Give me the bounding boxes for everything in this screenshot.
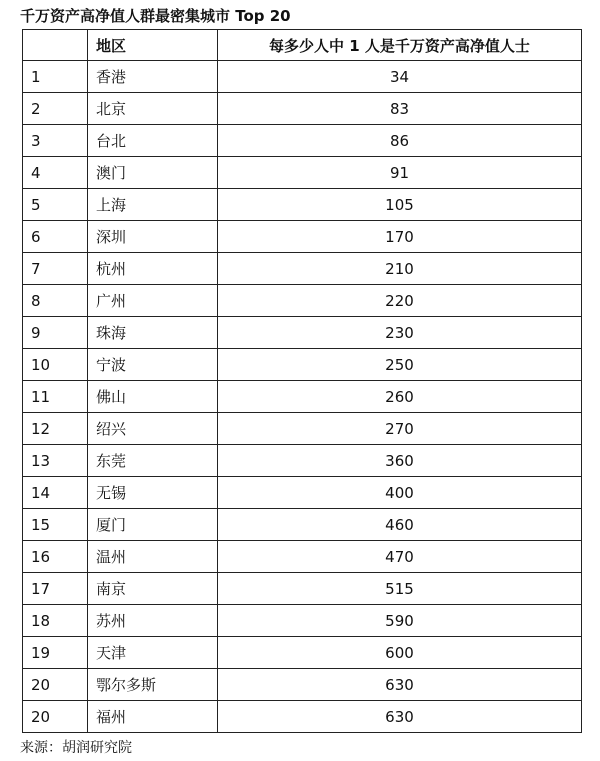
table-row [23,317,582,349]
cell-value: 400 [218,477,582,509]
cell-value: 460 [218,509,582,541]
cell-city: 温州 [88,541,218,573]
cell-rank: 13 [23,445,88,477]
table-row [23,381,582,413]
cell-city: 厦门 [88,509,218,541]
cell-value: 105 [218,189,582,221]
cell-rank: 1 [23,61,88,93]
header-rank [23,30,88,61]
cell-rank: 16 [23,541,88,573]
cell-value: 360 [218,445,582,477]
table-row [23,701,582,733]
table-body [23,61,582,733]
cell-value: 34 [218,61,582,93]
cell-value: 210 [218,253,582,285]
cell-rank: 20 [23,701,88,733]
cell-value: 91 [218,157,582,189]
table-header-row [23,30,582,61]
cell-city: 上海 [88,189,218,221]
cell-city: 苏州 [88,605,218,637]
cell-rank: 4 [23,157,88,189]
cell-city: 福州 [88,701,218,733]
table-row [23,253,582,285]
cell-city: 南京 [88,573,218,605]
cell-city: 佛山 [88,381,218,413]
cell-city: 绍兴 [88,413,218,445]
cell-rank: 11 [23,381,88,413]
cell-value: 515 [218,573,582,605]
cell-rank: 8 [23,285,88,317]
cell-city: 鄂尔多斯 [88,669,218,701]
cell-value: 470 [218,541,582,573]
cell-city: 无锡 [88,477,218,509]
cell-city: 杭州 [88,253,218,285]
table-row [23,413,582,445]
cell-rank: 7 [23,253,88,285]
table-row [23,93,582,125]
cell-rank: 2 [23,93,88,125]
table-row [23,125,582,157]
cell-city: 珠海 [88,317,218,349]
cell-city: 东莞 [88,445,218,477]
table-row [23,669,582,701]
cell-rank: 15 [23,509,88,541]
cell-city: 台北 [88,125,218,157]
cell-city: 澳门 [88,157,218,189]
source-note: 来源：胡润研究院 [20,740,132,756]
table-row [23,605,582,637]
table-row [23,61,582,93]
cell-rank: 10 [23,349,88,381]
table-row [23,477,582,509]
cell-rank: 12 [23,413,88,445]
table-title: 千万资产高净值人群最密集城市 Top 20 [20,7,291,25]
table-row [23,157,582,189]
table-row [23,445,582,477]
cell-rank: 5 [23,189,88,221]
table-row [23,573,582,605]
cell-rank: 17 [23,573,88,605]
cell-value: 600 [218,637,582,669]
cell-rank: 6 [23,221,88,253]
table-row [23,509,582,541]
cell-rank: 14 [23,477,88,509]
header-value: 每多少人中 1 人是千万资产高净值人士 [218,30,582,61]
table-row [23,189,582,221]
cell-city: 香港 [88,61,218,93]
cell-rank: 9 [23,317,88,349]
table-row [23,285,582,317]
header-city: 地区 [88,30,218,61]
cell-rank: 3 [23,125,88,157]
cell-value: 630 [218,701,582,733]
ranking-table [22,29,582,733]
table-row [23,221,582,253]
cell-rank: 19 [23,637,88,669]
cell-value: 590 [218,605,582,637]
table-row [23,637,582,669]
cell-city: 天津 [88,637,218,669]
cell-value: 83 [218,93,582,125]
cell-value: 170 [218,221,582,253]
cell-value: 230 [218,317,582,349]
table-row [23,349,582,381]
cell-value: 86 [218,125,582,157]
cell-value: 260 [218,381,582,413]
cell-rank: 20 [23,669,88,701]
cell-city: 广州 [88,285,218,317]
cell-value: 630 [218,669,582,701]
cell-value: 250 [218,349,582,381]
cell-rank: 18 [23,605,88,637]
cell-value: 270 [218,413,582,445]
cell-city: 宁波 [88,349,218,381]
cell-value: 220 [218,285,582,317]
cell-city: 深圳 [88,221,218,253]
cell-city: 北京 [88,93,218,125]
table-row [23,541,582,573]
